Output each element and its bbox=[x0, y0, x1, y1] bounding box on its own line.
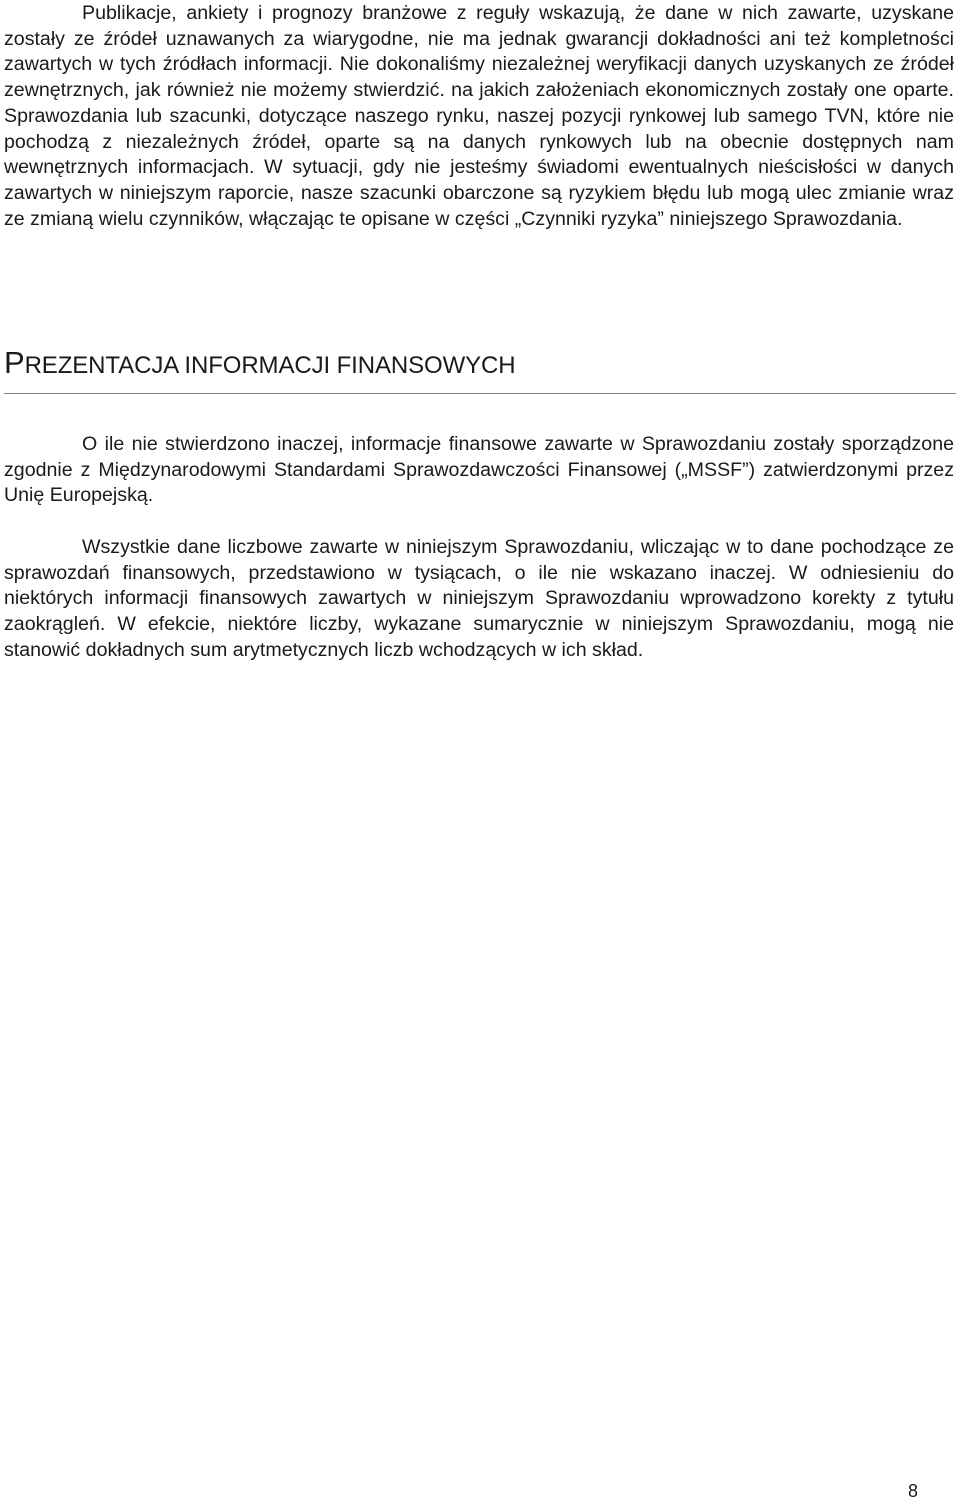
section-heading-rest: REZENTACJA INFORMACJI FINANSOWYCH bbox=[24, 352, 516, 379]
ifrs-paragraph: O ile nie stwierdzono inaczej, informacje finansowe zawarte w Sprawozdaniu zostały sporządzone zgodnie z Międzynarodowymi Standardami Sprawozdawczości Finansowej („MSSF”) zatwierdzonymi przez Unię Europejską. bbox=[4, 433, 954, 507]
section-divider bbox=[4, 393, 956, 394]
section-heading bbox=[4, 346, 516, 383]
intro-paragraph: Publikacje, ankiety i prognozy branżowe z reguły wskazują, że dane w nich zawarte, uzyskane zostały ze źródeł uznawanych za wiarygodne, nie ma jednak gwarancji dokładności ani też kompletności zawartych w tych źródłach informacji. Nie dokonaliśmy niezależnej weryfikacji danych uzyskanych ze źródeł zewnętrznych, jak również nie możemy stwierdzić. na jakich założeniach ekonomicznych zostały one oparte. Sprawozdania lub szacunki, dotyczące naszego rynku, naszej pozycji rynkowej lub samego TVN, które nie pochodzą z niezależnych źródeł, oparte są na danych rynkowych lub na obecnie dostępnych nam wewnętrznych informacjach. W sytuacji, gdy nie jesteśmy świadomi ewentualnych nieścisłości w danych zawartych w niniejszym raporcie, nasze szacunki obarczone są ryzykiem błędu lub mogą ulec zmianie wraz ze zmianą wielu czynników, włączając te opisane w części „Czynniki ryzyka” niniejszego Sprawozdania. bbox=[4, 2, 954, 230]
section-heading-initial: P bbox=[4, 345, 25, 380]
page-number: 8 bbox=[907, 1481, 918, 1501]
figures-paragraph: Wszystkie dane liczbowe zawarte w niniejszym Sprawozdaniu, wliczając w to dane pochodzące ze sprawozdań finansowych, przedstawiono w tysiącach, o ile nie wskazano inaczej. W odniesieniu do niektórych informacji finansowych zawartych w niniejszym Sprawozdaniu wprowadzono korekty z tytułu zaokrągleń. W efekcie, niektóre liczby, wykazane sumarycznie w niniejszym Sprawozdaniu, mogą nie stanowić dokładnych sum arytmetycznych liczb wchodzących w ich skład. bbox=[4, 536, 954, 661]
